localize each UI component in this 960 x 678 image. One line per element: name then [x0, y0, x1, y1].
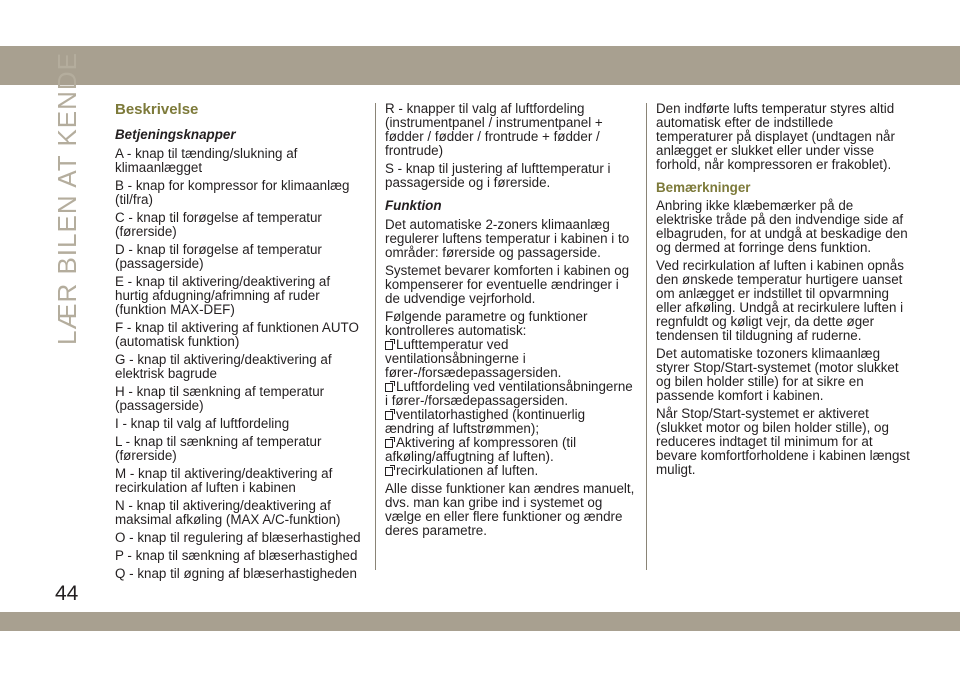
paragraph: Systemet bevarer komforten i kabinen og kompenserer for eventuelle ændringer i de udvendige vejrforhold. — [385, 263, 630, 306]
paragraph: Ved recirkulation af luften i kabinen opnås den ønskede temperatur hurtigere uanset om anlægget er indstillet til opvarmning eller afkøling. Undgå at recirkulere luften i regnfuldt og køligt vejr, da dette øger tendensen til tildugning af ruderne. — [656, 258, 904, 343]
bullet-item: recirkulationen af luften. — [385, 464, 635, 478]
paragraph: Det automatiske 2-zoners klimaanlæg regulerer luftens temperatur i kabinen i to områder: førerside og passagerside. — [385, 217, 630, 260]
list-item: N - knap til aktivering/deaktivering af maksimal afkøling (MAX A/C-funktion) — [115, 498, 341, 527]
list-item: C - knap til forøgelse af temperatur (førerside) — [115, 210, 322, 239]
list-item: I - knap til valg af luftfordeling — [115, 416, 290, 431]
list-item: E - knap til aktivering/deaktivering af hurtig afdugning/afrimning af ruder (funktion MAX-DEF) — [115, 274, 331, 317]
list-item: F - knap til aktivering af funktionen AUTO (automatisk funktion) — [115, 320, 359, 349]
list-item: S - knap til justering af lufttemperatur i passagerside og i førerside. — [385, 161, 611, 190]
bullet-item: Aktivering af kompressoren (til afkøling/affugtning af luften). — [385, 435, 577, 464]
list-item: G - knap til aktivering/deaktivering af elektrisk bagrude — [115, 352, 332, 381]
bullet-list — [385, 338, 635, 478]
page-number: 44 — [55, 582, 79, 605]
section-heading: Bemærkninger — [656, 180, 751, 195]
column-2 — [385, 102, 635, 542]
paragraph: Anbring ikke klæbemærker på de elektriske tråde på den indvendige side af elbagruden, for at undgå at beskadige den og dermed at forringe dens funktion. — [656, 198, 908, 255]
column-1 — [115, 102, 365, 585]
list-item: B - knap for kompressor for klimaanlæg (til/fra) — [115, 178, 350, 207]
checkbox-bullet-icon — [385, 467, 393, 476]
bullet-item: Luftfordeling ved ventilationsåbningerne i fører-/forsædepassagersiden. — [385, 379, 633, 408]
footer-band — [0, 612, 960, 631]
checkbox-bullet-icon — [385, 411, 393, 420]
column-divider — [646, 103, 647, 570]
bullet-item: Lufttemperatur ved ventilationsåbningerne i fører-/forsædepassagersiden. — [385, 337, 562, 380]
paragraph: Alle disse funktioner kan ændres manuelt, dvs. man kan gribe ind i systemet og vælge en eller flere funktioner og ændre deres parametre. — [385, 481, 635, 538]
paragraph: Den indførte lufts temperatur styres altid automatisk efter de indstillede temperaturer på displayet (undtagen når anlægget er slukket eller under visse forhold, når kompressoren er frakoblet). — [656, 101, 895, 172]
list-item: M - knap til aktivering/deaktivering af recirkulation af luften i kabinen — [115, 466, 333, 495]
paragraph: Følgende parametre og funktioner kontrolleres automatisk: — [385, 309, 588, 338]
list-item: Q - knap til øgning af blæserhastigheden — [115, 566, 357, 581]
paragraph: Det automatiske tozoners klimaanlæg styrer Stop/Start-systemet (motor slukket og bilen holder stille) for at sikre en passende komfort i kabinen. — [656, 346, 899, 403]
section-heading: Beskrivelse — [115, 101, 199, 118]
list-item: A - knap til tænding/slukning af klimaanlægget — [115, 146, 298, 175]
checkbox-bullet-icon — [385, 341, 393, 350]
list-item: O - knap til regulering af blæserhastighed — [115, 530, 361, 545]
subheading: Betjeningsknapper — [115, 127, 236, 142]
list-item: L - knap til sænkning af temperatur (førerside) — [115, 434, 322, 463]
column-divider — [375, 103, 376, 570]
bullet-item: ventilatorhastighed (kontinuerlig ændring af luftstrømmen); — [385, 407, 586, 436]
list-item: H - knap til sænkning af temperatur (passagerside) — [115, 384, 325, 413]
section-side-title: LÆR BILEN AT KENDE — [52, 51, 82, 345]
checkbox-bullet-icon — [385, 439, 393, 448]
subheading: Funktion — [385, 198, 442, 213]
paragraph: Når Stop/Start-systemet er aktiveret (slukket motor og bilen holder stille), og reduceres indtaget til minimum for at bevare komfortforholdene i kabinen længst muligt. — [656, 406, 910, 477]
list-item: P - knap til sænkning af blæserhastighed — [115, 548, 358, 563]
checkbox-bullet-icon — [385, 383, 393, 392]
list-item: D - knap til forøgelse af temperatur (passagerside) — [115, 242, 322, 271]
column-3 — [656, 102, 911, 481]
header-band — [0, 46, 960, 85]
list-item: R - knapper til valg af luftfordeling (instrumentpanel / instrumentpanel + fødder / fødder / frontrude + fødder / frontrude) — [385, 101, 603, 158]
